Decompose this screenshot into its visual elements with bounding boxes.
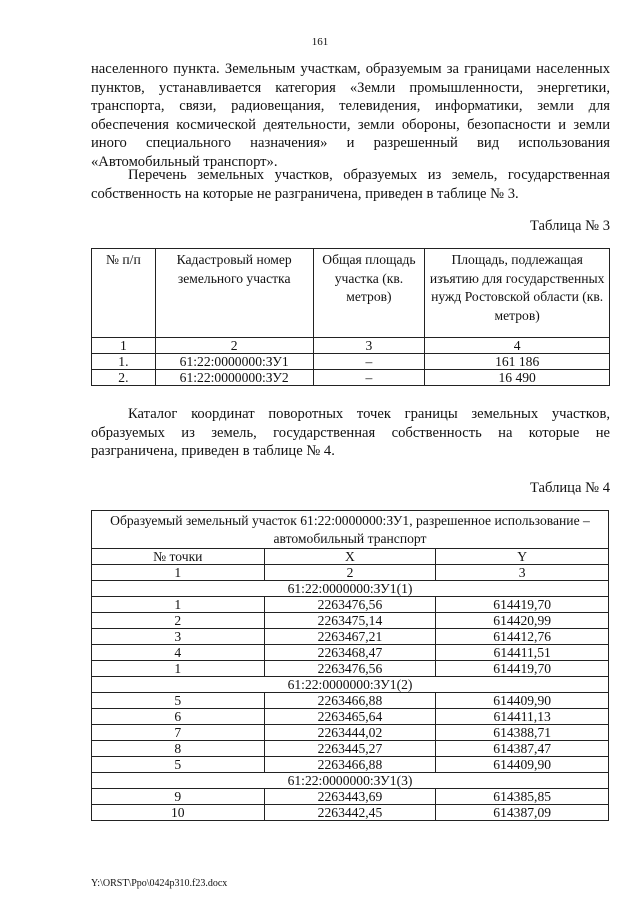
table-cell: 2263465,64: [264, 709, 436, 725]
page-number: 161: [311, 36, 329, 48]
table-row: [92, 629, 609, 645]
table-cell: –: [313, 370, 425, 386]
table-cell: 1: [92, 597, 265, 613]
table-cell: 2263476,56: [264, 661, 436, 677]
table-cell: 3: [436, 565, 609, 581]
table-cell: 614409,90: [436, 693, 609, 709]
table-row: [92, 709, 609, 725]
table-cell: 2263475,14: [264, 613, 436, 629]
table-cell: 2: [264, 565, 436, 581]
table-cell: 2: [92, 613, 265, 629]
table-cell: 1: [92, 338, 156, 354]
table-cell: 61:22:0000000:ЗУ2: [155, 370, 313, 386]
table-cell: 2263444,02: [264, 725, 436, 741]
table-cell: 2: [155, 338, 313, 354]
paragraph-table3-intro: Перечень земельных участков, образуемых из земель, государственная собственность на которые не разграничена, приведен в таблице № 3.: [91, 167, 610, 202]
table-cell: 161 186: [425, 354, 610, 370]
table-cell: 1: [92, 661, 265, 677]
table3-header-number: № п/п: [92, 249, 156, 338]
table-cell: 614387,47: [436, 741, 609, 757]
table4-title-row: [92, 511, 609, 549]
table-row: [92, 693, 609, 709]
table3-header-total-area: Общая площадь участка (кв. метров): [313, 249, 425, 338]
table-cell: 614409,90: [436, 757, 609, 773]
table-cell: 3: [92, 629, 265, 645]
table-cell: 1: [92, 565, 265, 581]
group-header: 61:22:0000000:ЗУ1(3): [92, 773, 609, 789]
table-cell: 2263443,69: [264, 789, 436, 805]
table-cell: 1.: [92, 354, 156, 370]
file-path-footer: Y:\ORST\Ppo\0424p310.f23.docx: [91, 878, 228, 889]
group-header: 61:22:0000000:ЗУ1(1): [92, 581, 609, 597]
table-cell: 614411,13: [436, 709, 609, 725]
table-cell: 614419,70: [436, 661, 609, 677]
group-header-row: [92, 677, 609, 693]
group-header-row: [92, 581, 609, 597]
table3-header-row: [92, 249, 610, 338]
table-cell: 2263467,21: [264, 629, 436, 645]
table-cell: 10: [92, 805, 265, 821]
table-cell: 614419,70: [436, 597, 609, 613]
table-cell: 2263466,88: [264, 693, 436, 709]
table-cell: 4: [425, 338, 610, 354]
table4-header-row: [92, 549, 609, 565]
table3-index-row: [92, 338, 610, 354]
table3-land-plots: [91, 248, 610, 386]
table-cell: 2263445,27: [264, 741, 436, 757]
table-row: [92, 741, 609, 757]
table-cell: 7: [92, 725, 265, 741]
table-row: [92, 597, 609, 613]
table-cell: 614412,76: [436, 629, 609, 645]
table4-header-y: Y: [436, 549, 609, 565]
paragraph-table4-intro: Каталог координат поворотных точек границы земельных участков, образуемых из земель, государственная собственность на которые не разграничена, приведен в таблице № 4.: [91, 406, 610, 459]
table4-caption: Таблица № 4: [530, 480, 610, 496]
table-cell: 2263476,56: [264, 597, 436, 613]
table-cell: 2263442,45: [264, 805, 436, 821]
table-cell: 5: [92, 693, 265, 709]
table-cell: 6: [92, 709, 265, 725]
table-row: [92, 789, 609, 805]
table-row: [92, 725, 609, 741]
table-cell: 3: [313, 338, 425, 354]
table-row: [92, 757, 609, 773]
table-cell: 2.: [92, 370, 156, 386]
table-cell: 614411,51: [436, 645, 609, 661]
table3-header-withdrawal-area: Площадь, подлежащая изъятию для государственных нужд Ростовской области (кв. метров): [425, 249, 610, 338]
table-cell: 4: [92, 645, 265, 661]
table-cell: 2263468,47: [264, 645, 436, 661]
table3-caption: Таблица № 3: [530, 218, 610, 234]
table-cell: 61:22:0000000:ЗУ1: [155, 354, 313, 370]
table-row: [92, 661, 609, 677]
table-row: [92, 805, 609, 821]
table-cell: 614385,85: [436, 789, 609, 805]
table4-coordinates: [91, 510, 609, 821]
table-cell: 614387,09: [436, 805, 609, 821]
group-header: 61:22:0000000:ЗУ1(2): [92, 677, 609, 693]
table4-header-x: X: [264, 549, 436, 565]
table-row: [92, 370, 610, 386]
table-cell: 8: [92, 741, 265, 757]
table-cell: –: [313, 354, 425, 370]
table3-header-cadastral: Кадастровый номер земельного участка: [155, 249, 313, 338]
table-row: [92, 354, 610, 370]
table4-header-point: № точки: [92, 549, 265, 565]
table-row: [92, 645, 609, 661]
table-cell: 614420,99: [436, 613, 609, 629]
table4-index-row: [92, 565, 609, 581]
table4-title: Образуемый земельный участок 61:22:0000000:ЗУ1, разрешенное использование – автомобильный транспорт: [92, 511, 609, 549]
table-cell: 2263466,88: [264, 757, 436, 773]
table-cell: 16 490: [425, 370, 610, 386]
table-cell: 9: [92, 789, 265, 805]
table-cell: 614388,71: [436, 725, 609, 741]
group-header-row: [92, 773, 609, 789]
paragraph-land-category: населенного пункта. Земельным участкам, образуемым за границами населенных пунктов, устанавливается категория «Земли промышленности, энергетики, транспорта, связи, радиовещания, телевидения, информатики, земли для обеспечения космической деятельности, земли обороны, безопасности и земли иного специального назначения» и разрешенный вид использования «Автомобильный транспорт».: [91, 61, 610, 170]
table-row: [92, 613, 609, 629]
table-cell: 5: [92, 757, 265, 773]
